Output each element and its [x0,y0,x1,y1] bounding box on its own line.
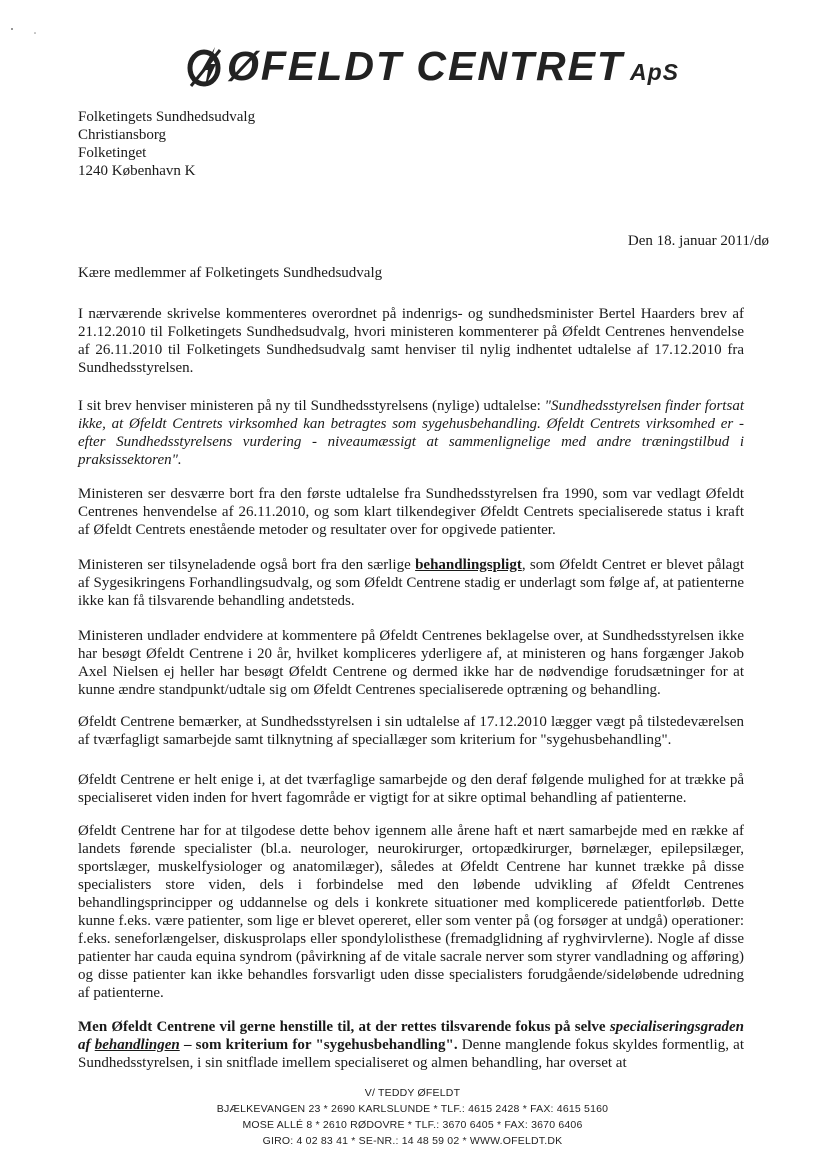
company-logo [185,44,679,92]
paragraph-4-before: Ministeren ser tilsyneladende også bort fra den særlige [78,557,416,573]
signature-line: V/ TEDDY ØFELDT [364,1087,461,1099]
paragraph-2 [78,397,744,469]
letter-footer [0,1085,825,1149]
recipient-line: 1240 København K [78,163,196,179]
paragraph-9-normal: Denne manglende fokus skyldes formentlig, at Sundhedsstyrelsen, i sin snitflade imellem specialiseret og almen behandling, har overset at [78,1037,745,1071]
recipient-line: Folketingets Sundhedsudvalg [78,109,256,125]
paragraph-1: I nærværende skrivelse kommenteres overordnet på indenrigs- og sundhedsminister Bertel Haarders brev af 21.12.2010 til Folketingets Sundhedsudvalg, hvori ministeren kommenterer på Øfeldt Centrenes henvendelse af 26.11.2010 til Folketingets Sundhedsudvalg samt henviser til nylig indhentet udtalelse af 17.12.2010 fra Sundhedsstyrelsen. [78,306,744,376]
paragraph-2-lead: I sit brev henviser ministeren på ny til Sundhedsstyrelsens (nylige) udtalelse: [78,398,545,414]
paragraph-4-emphasis: behandlingspligt [415,557,522,573]
paragraph-9-italic: specialiseringsgraden af [78,1019,744,1053]
paragraph-6: Øfeldt Centrene bemærker, at Sundhedsstyrelsen i sin udtalelse af 17.12.2010 lægger vægt på tilstedeværelsen af tværfagligt samarbejde samt tilknytning af speciallæger som kriterium for "sygehusbehandling". [78,714,744,748]
paragraph-9 [78,1018,744,1072]
paragraph-9-bold-end: – som kriterium for "sygehusbehandling". [179,1037,458,1053]
paragraph-8: Øfeldt Centrene har for at tilgodese dette behov igennem alle årene haft et nært samarbejde med en række af landets førende specialister (bl.a. neurologer, neurokirurger, ortopædkirurger, børnelæger, epilepsilæger, sportslæger, muskelfysiologer og anatomilæger), således at Øfeldt Centrene har kunnet trække på disse specialisters store viden, dels i forbindelse med den løbende udvikling af Øfeldt Centrenes behandlingsprincipper og uddannelse og dels i konkrete situationer med komplicerede patientforløb. Dette kunne f.eks. være patienter, som lige er blevet opereret, eller som venter på (og forsøger at undgå) operationer: f.eks. seneforlængelser, diskusprolaps eller spondylolisthese (fremadglidning af ryghvirvlerne). Nogle af disse patienter har cauda equina syndrom (påvirkning af de vitale sacrale nerver som styrer vandladning og afføring) og disse patienter kan ikke behandles forsvarligt uden disse specialisters forudgående/sideløbende udredning af patienterne. [78,823,744,1001]
paragraph-9-italic-underlined: behandlingen [94,1037,180,1053]
footer-contact-line: GIRO: 4 02 83 41 * SE-NR.: 14 48 59 02 * WWW.OFELDT.DK [262,1135,563,1147]
logo-suffix: ApS [629,59,679,85]
salutation: Kære medlemmer af Folketingets Sundhedsudvalg [78,265,383,281]
paragraph-9-bold: Men Øfeldt Centrene vil gerne henstille til, at der rettes tilsvarende fokus på selve [78,1019,610,1035]
recipient-address [78,108,255,180]
paragraph-7: Øfeldt Centrene er helt enige i, at det tværfaglige samarbejde og den deraf følgende mulighed for at trække på specialiseret viden inden for hvert fagområde er vigtigt for at sikre optimal behandling af patienterne. [78,772,744,806]
footer-address-line: BJÆLKEVANGEN 23 * 2690 KARLSLUNDE * TLF.: 4615 2428 * FAX: 4615 5160 [216,1103,609,1115]
footer-address-line: MOSE ALLÉ 8 * 2610 RØDOVRE * TLF.: 3670 6405 * FAX: 3670 6406 [242,1119,583,1131]
logo-text: ØFELDT CENTRET [227,43,624,89]
paragraph-2-quote: "Sundhedsstyrelsen finder fortsat ikke, at Øfeldt Centrets virksomhed kan betragtes som sygehusbehandling. Øfeldt Centrets virksomhed er - efter Sundhedsstyrelsens vurdering - niveaumæssigt at sammenlignelige med andre træningstilbud i praksissektoren". [78,398,744,468]
paragraph-4-after: , som Øfeldt Centret er blevet pålagt af Sygesikringens Forhandlingsudvalg, og som Øfeldt Centrene stadig er underlagt som følge af, at patienterne ikke kan få tilsvarende behandling andetsteds. [78,557,744,609]
paragraph-5: Ministeren undlader endvidere at kommentere på Øfeldt Centrenes beklagelse over, at Sundhedsstyrelsen ikke har besøgt Øfeldt Centrene i 20 år, hvilket kompliceres yderligere af, at ministeren og hans forgænger Jakob Axel Nielsen ej heller har besøgt Øfeldt Centrene og dermed ikke har de nødvendige forudsætninger for at kunne ændre standpunkt/udtale sig om Øfeldt Centrenes specialiserede optræning og behandling. [78,628,744,698]
paragraph-3: Ministeren ser desværre bort fra den første udtalelse fra Sundhedsstyrelsen fra 1990, som var vedlagt Øfeldt Centrenes henvendelse af 26.11.2010, og som klart tilkendegiver Øfeldt Centrets specialiserede status i kraft af Øfeldt Centrets enestående metoder og resultater over for opgivede patienter. [78,486,744,538]
ofeldt-logo-icon [185,44,225,88]
paragraph-4 [78,556,744,610]
recipient-line: Folketinget [78,145,147,161]
letter-date: Den 18. januar 2011/dø [627,233,769,249]
recipient-line: Christiansborg [78,127,167,143]
